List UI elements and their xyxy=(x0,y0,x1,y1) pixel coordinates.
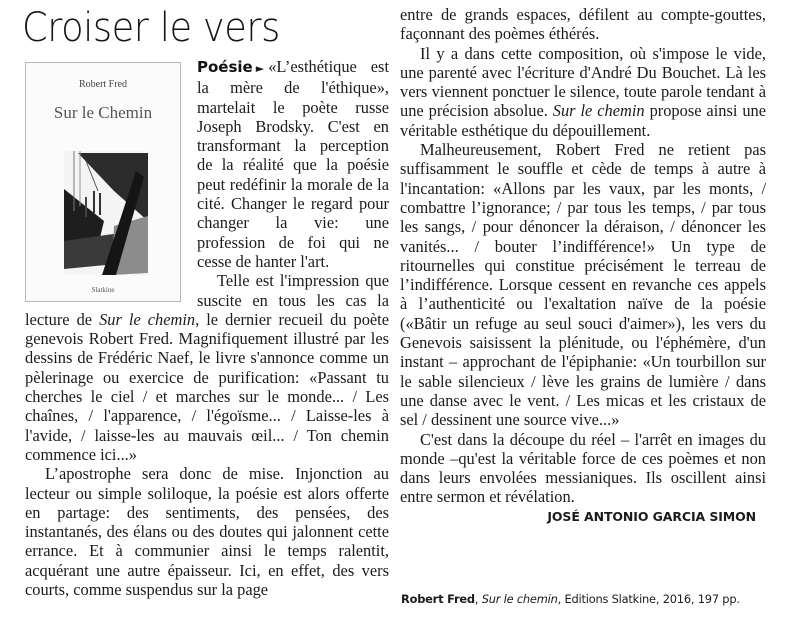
paragraph-6: C'est dans la découpe du réel – l'arrêt en images du monde –qu'est la véritable force de ces poèmes et non dans leurs envolées messianiques. Ils oscillent ainsi entre sermon et révélation. xyxy=(400,429,766,507)
paragraph-3: L’apostrophe sera donc de mise. Injonction au lecteur ou simple soliloque, la poésie est alors offerte en partage: des sentiments, des pensées, des instantanés, des élans ou des doutes qui jalonnent cette errance. Et à communier ainsi le temps ralentit, acquérant une autre épaisseur. Ici, en effet, des vers courts, comme suspendus sur la page xyxy=(25,464,389,600)
author-signature: JOSÉ ANTONIO GARCIA SIMON xyxy=(547,508,756,524)
paragraph-2-text-b: , le dernier recueil du poète genevois Robert Fred. Magnifiquement illustré par les dessins de Frédéric Naef, le livre s'annonce comme un pèlerinage ou exercice de purification: «Passant tu cherches le ciel / et marches sur le monde... / Les chaînes, / l'apparence, / l'égoïsme... / Laisse-les à l'avide, / laisse-les au mauvais œil... / Ton chemin commence ici...» xyxy=(25,309,390,464)
cover-title: Sur le Chemin xyxy=(53,103,153,122)
paragraph-4-text-b: propose ainsi une véritable esthétique du dépouillement. xyxy=(400,101,766,140)
triangle-right-icon: ► xyxy=(255,62,265,75)
paragraph-2-text-a: Telle est l'impression que suscite en tous les cas la lecture de xyxy=(25,271,389,329)
paragraph-4 xyxy=(400,44,766,140)
paragraph-5: Malheureusement, Robert Fred ne retient pas suffisamment le souffle et cède de temps à autre à l'incantation: «Allons par les vaux, par les monts, / combattre l’ignorance; / par tous les temps, / par tous les sangs, / pour dénoncer la déraison, / dénoncer les vanités... / bouter l’indifférence!» Un type de ritournelles qui constitue précisément le terreau de l’indifférence. Lorsque cessent en revanche ces appels à l’authenticité ou l'exaltation naïve de la poésie («Bâtir un refuge au seul souci d'aimer»), les vers du Genevois saisissent la plénitude, ou l'éphémère, d'un instant – approchant de l'épiphanie: «Un tourbillon sur le sable silencieux / lève les grains de lumière / dans une danse avec le vent. / Les micas et les cristaux de sel / dessinent une source vive...» xyxy=(400,140,766,430)
reference-title: Sur le chemin xyxy=(481,592,558,606)
paragraph-3-continued: entre de grands espaces, défilent au compte-gouttes, façonnant des poèmes éthérés. xyxy=(400,5,766,44)
reference-details: , Editions Slatkine, 2016, 197 pp. xyxy=(557,592,740,606)
paragraph-4-text-a: Il y a dans cette composition, où s'impose le vide, une parenté avec l'écriture d'André Du Bouchet. Là les vers viennent ponctuer le silence, toute parole tendant à une précision absolue. xyxy=(400,43,766,121)
cover-float-spacer xyxy=(25,57,197,307)
cover-publisher: Slatkine xyxy=(91,286,115,294)
reference-separator: , xyxy=(474,592,482,606)
cover-author: Robert Fred xyxy=(78,79,128,90)
article-column-left xyxy=(25,57,389,599)
article-column-right xyxy=(400,5,766,527)
book-title-italic: Sur le chemin xyxy=(552,101,645,121)
reference-author: Robert Fred xyxy=(401,592,475,606)
headline: Croiser le vers xyxy=(22,5,280,51)
section-kicker: Poésie xyxy=(197,58,253,76)
book-title-italic: Sur le chemin xyxy=(99,309,196,329)
paragraph-1-text: «L’esthétique est la mère de l'éthique», martelait le poète russe Joseph Brodsky. C'est en transformant la perception de la réalité que la poésie peut redéfinir la morale de la cité. Changer le regard pour changer la vie: une profession de foi qui ne cesse de hanter l'art. xyxy=(197,57,389,271)
book-reference xyxy=(401,592,740,606)
